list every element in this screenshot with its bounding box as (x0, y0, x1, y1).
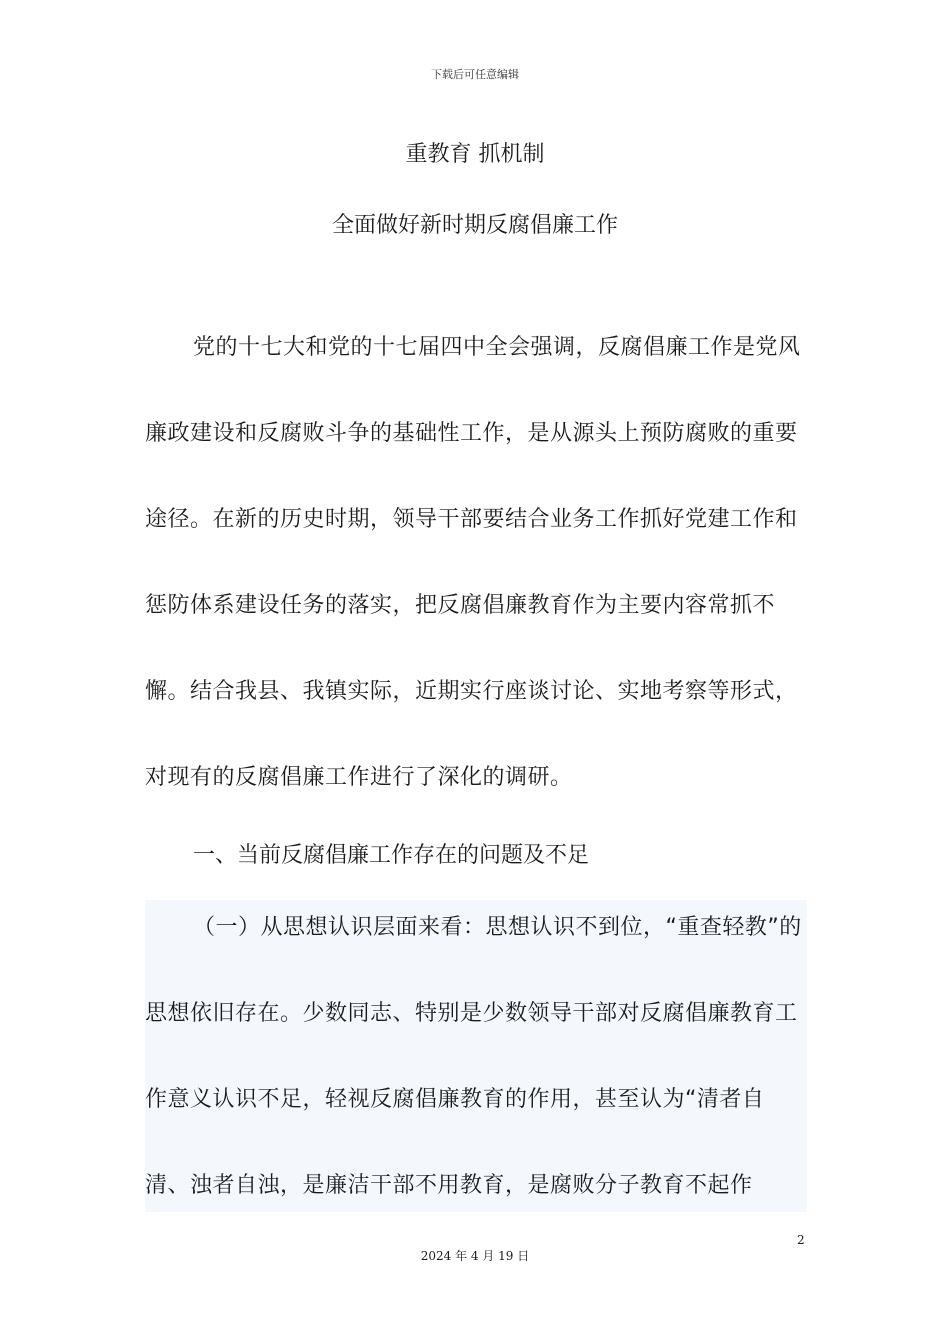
page-number: 2 (797, 1233, 805, 1247)
body-paragraph-intro: 党的十七大和党的十七届四中全会强调，反腐倡廉工作是党风廉政建设和反腐败斗争的基础性工作，是从源头上预防腐败的重要途径。在新的历史时期，领导干部要结合业务工作抓好党建工作和惩防体系建设任务的落实，把反腐倡廉教育作为主要内容常抓不懈。结合我县、我镇实际，近期实行座谈讨论、实地考察等形式，对现有的反腐倡廉工作进行了深化的调研。 (145, 335, 801, 790)
document-subtitle: 全面做好新时期反腐倡廉工作 (331, 213, 618, 238)
header-note: 下载后可任意编辑 (431, 68, 519, 81)
section-heading-1: 一、当前反腐倡廉工作存在的问题及不足 (193, 843, 590, 868)
body-paragraph-thought: （一）从思想认识层面来看：思想认识不到位，“重查轻教”的思想依旧存在。少数同志、特别是少数领导干部对反腐倡廉教育工作意义认识不足，轻视反腐倡廉教育的作用，甚至认为“清者自清、浊者自浊，是廉洁干部不用教育，是腐败分子教育不起作 (145, 915, 802, 1198)
footer-date: 2024 年 4 月 19 日 (420, 1249, 530, 1263)
document-title: 重教育 抓机制 (405, 142, 545, 167)
